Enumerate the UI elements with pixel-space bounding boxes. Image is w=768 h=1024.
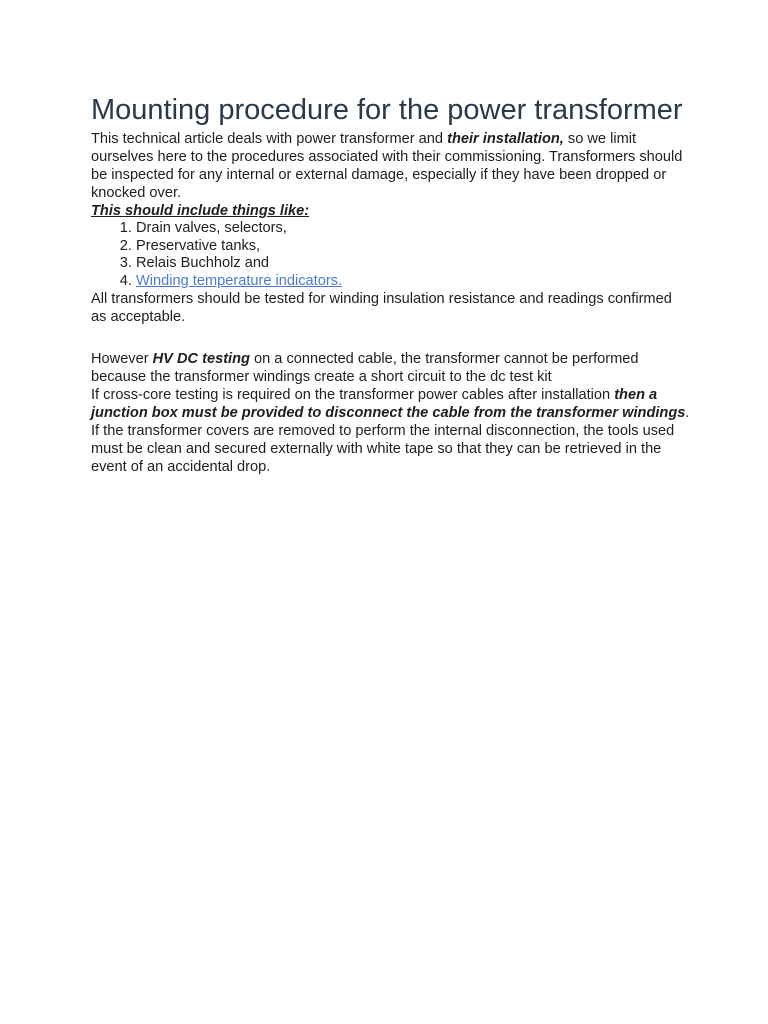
hv-dc-paragraph: [91, 350, 691, 386]
cross-core-paragraph: [91, 386, 691, 476]
hv-dc-text-c: on a connected cable, the transformer cannot be performed because the transformer windings create a short circuit to the dc test kit: [91, 351, 639, 385]
testing-paragraph: All transformers should be tested for winding insulation resistance and readings confirmed as acceptable.: [91, 291, 672, 325]
cross-core-text-c: . If the transformer covers are removed to perform the internal disconnection, the tools used must be clean and secured externally with white tape so that they can be retrieved in the event of an accidental drop.: [91, 405, 690, 475]
paragraph-spacer: [91, 326, 691, 350]
list-heading: [91, 202, 691, 220]
list-item: 2. Preservative tanks,: [136, 238, 691, 256]
winding-temperature-link[interactable]: Winding temperature indicators.: [136, 272, 343, 289]
inspection-list: [91, 220, 691, 290]
cross-core-emphasis: then a junction box must be provided to disconnect the cable from the transformer windings: [91, 387, 686, 421]
intro-paragraph: [91, 130, 691, 202]
page-title: Mounting procedure for the power transformer: [91, 94, 683, 126]
cross-core-text-a: If cross-core testing is required on the transformer power cables after installation: [91, 387, 615, 403]
document-page: [91, 92, 691, 476]
list-item: 1. Drain valves, selectors,: [136, 220, 691, 238]
list-item: 3. Relais Buchholz and: [136, 255, 691, 273]
hv-dc-emphasis: HV DC testing: [152, 351, 250, 367]
list-heading-text: This should include things like:: [91, 203, 310, 219]
list-item: [136, 273, 691, 291]
intro-text-c: so we limit ourselves here to the procedures associated with their commissioning. Transformers should be inspected for any internal or external damage, especially if they have been dropped or knocked over.: [91, 131, 683, 201]
intro-emphasis: their installation,: [447, 131, 564, 147]
intro-text-a: This technical article deals with power transformer and: [91, 131, 448, 147]
hv-dc-text-a: However: [91, 351, 153, 367]
